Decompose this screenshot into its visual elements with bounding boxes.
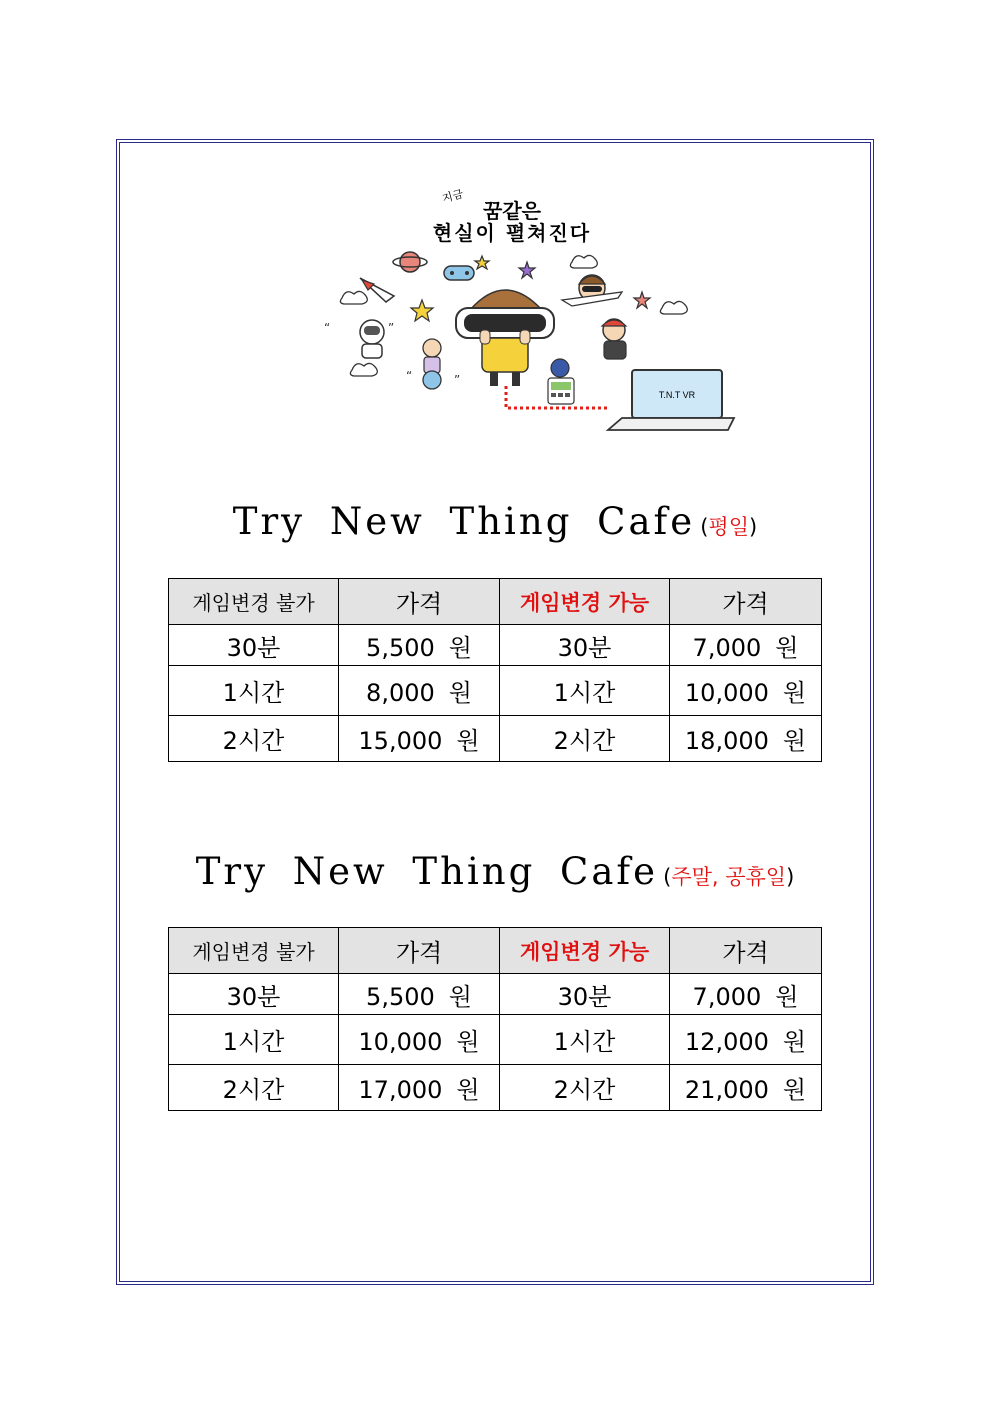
table-row [169, 1015, 822, 1065]
banner-line1: 꿈같은 [483, 199, 541, 223]
aviator-icon [562, 275, 622, 306]
planet-icon [393, 252, 427, 272]
price-cell: 10,000 원 [339, 1015, 500, 1065]
col-no-change: 게임변경 불가 [169, 579, 339, 625]
table-header-row [169, 928, 822, 974]
laptop-icon [608, 370, 734, 430]
col-price: 가격 [339, 928, 500, 974]
duration-cell: 2시간 [500, 1065, 670, 1111]
table-row [169, 716, 822, 762]
duration-cell: 2시간 [169, 716, 339, 762]
table-row [169, 1065, 822, 1111]
astronaut-icon [360, 320, 384, 358]
svg-text:“: “ [406, 369, 413, 383]
weekend-tag: (주말, 공휴일) [663, 865, 795, 889]
price-cell: 5,500 원 [339, 625, 500, 666]
weekend-title: Try New Thing Cafe [195, 850, 659, 893]
duration-cell: 30분 [500, 974, 670, 1015]
laptop-label: T.N.T VR [658, 390, 696, 400]
weekend-heading [120, 850, 870, 893]
table-header-row [169, 579, 822, 625]
pirate-icon [602, 319, 626, 359]
price-cell: 5,500 원 [339, 974, 500, 1015]
weekend-price-table [168, 927, 822, 1111]
weekend-tag-text: 주말, 공휴일 [671, 865, 787, 889]
gamepad-icon [444, 266, 474, 280]
price-cell: 21,000 원 [670, 1065, 822, 1111]
duration-cell: 30분 [500, 625, 670, 666]
weekday-tag-text: 평일 [708, 515, 749, 539]
weekday-title: Try New Thing Cafe [232, 500, 696, 543]
col-change-allowed: 게임변경 가능 [500, 579, 670, 625]
table-row [169, 666, 822, 716]
vr-promo-illustration [322, 180, 742, 440]
duration-cell: 2시간 [500, 716, 670, 762]
col-price: 가격 [670, 579, 822, 625]
col-price: 가격 [670, 928, 822, 974]
banner-line2: 현실이 펼쳐진다 [432, 221, 592, 245]
banner-small-text: 지금 [440, 187, 465, 206]
duration-cell: 2시간 [169, 1065, 339, 1111]
price-cell: 7,000 원 [670, 625, 822, 666]
weekday-tag: (평일) [700, 515, 758, 539]
duration-cell: 1시간 [169, 666, 339, 716]
duration-cell: 1시간 [500, 1015, 670, 1065]
svg-text:”: ” [388, 321, 395, 335]
duration-cell: 1시간 [169, 1015, 339, 1065]
ninja-icon [548, 359, 574, 404]
vr-headset-kid-icon [456, 290, 554, 386]
weekday-heading [120, 500, 870, 543]
duration-cell: 30분 [169, 974, 339, 1015]
svg-text:“: “ [324, 321, 331, 335]
price-cell: 10,000 원 [670, 666, 822, 716]
globe-kid-icon [423, 339, 441, 389]
price-cell: 12,000 원 [670, 1015, 822, 1065]
price-cell: 17,000 원 [339, 1065, 500, 1111]
table-row [169, 974, 822, 1015]
duration-cell: 30분 [169, 625, 339, 666]
col-price: 가격 [339, 579, 500, 625]
col-change-allowed: 게임변경 가능 [500, 928, 670, 974]
price-cell: 18,000 원 [670, 716, 822, 762]
svg-text:”: ” [454, 373, 461, 387]
weekday-price-table [168, 578, 822, 762]
col-no-change: 게임변경 불가 [169, 928, 339, 974]
price-cell: 8,000 원 [339, 666, 500, 716]
table-row [169, 625, 822, 666]
duration-cell: 1시간 [500, 666, 670, 716]
price-cell: 7,000 원 [670, 974, 822, 1015]
price-cell: 15,000 원 [339, 716, 500, 762]
